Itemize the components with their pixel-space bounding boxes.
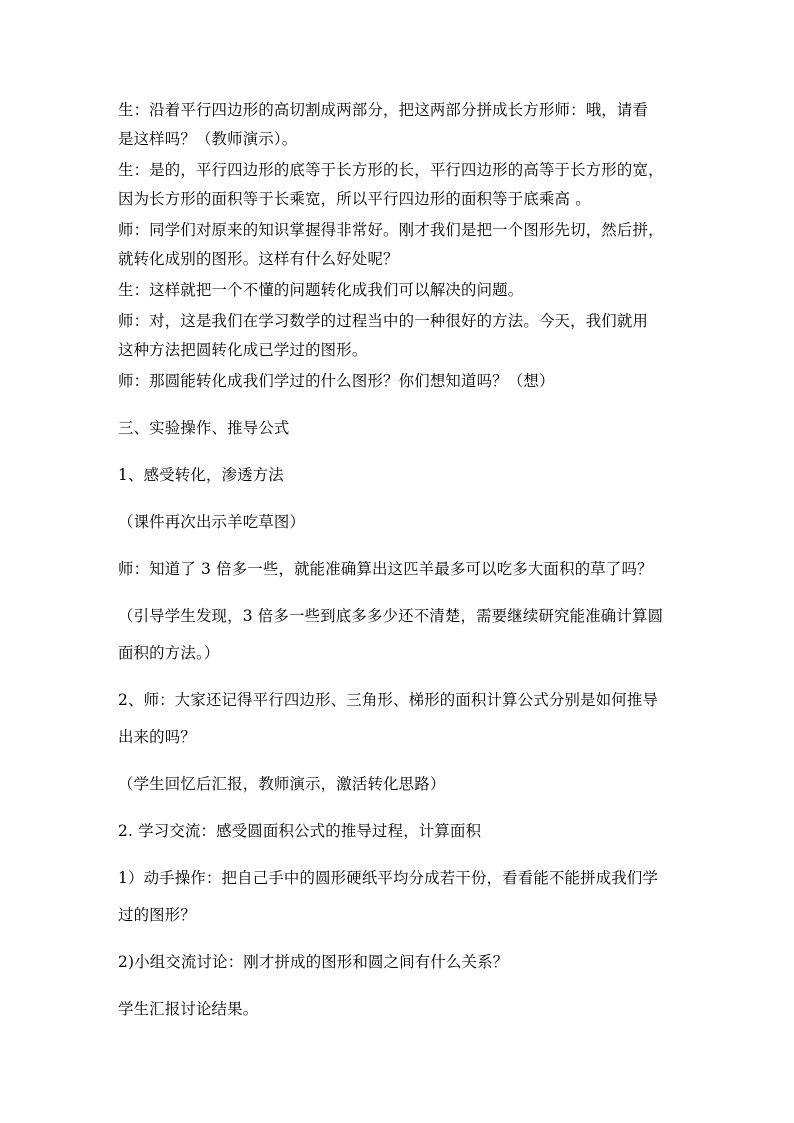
paragraph-students-report (118, 766, 683, 803)
paragraph-teacher-method (118, 307, 683, 365)
text-line: 面积的方法。） (118, 644, 220, 662)
text-line: 生：是的，平行四边形的底等于长方形的长，平行四边形的高等于长方形的宽， (118, 161, 664, 179)
text-line: 学生汇报讨论结果。 (118, 1000, 259, 1018)
paragraph-courseware-note (118, 504, 683, 541)
text-line: 生：这样就把一个不懂的问题转化成我们可以解决的问题。 (118, 281, 524, 299)
text-line: 师：同学们对原来的知识掌握得非常好。刚才我们是把一个图形先切，然后拼， (118, 221, 664, 239)
paragraph-student-transform-benefit (118, 276, 683, 305)
document-body (118, 96, 683, 1028)
paragraph-teacher-knowledge (118, 216, 683, 274)
text-line: 因为长方形的面积等于长乘宽，所以平行四边形的面积等于底乘高 。 (118, 190, 591, 208)
text-line: （引导学生发现，3 倍多一些到底多多少还不清楚，需要继续研究能准确计算圆 (118, 607, 664, 625)
text-line: 就转化成别的图形。这样有什么好处呢？ (118, 250, 399, 268)
text-line: 师：那圆能转化成我们学过的什么图形？你们想知道吗？（想） (118, 372, 555, 390)
heading-text: 2. 学习交流：感受圆面积公式的推导过程，计算面积 (118, 822, 482, 840)
paragraph-group-discussion (118, 944, 683, 981)
paragraph-guide-students (118, 598, 683, 672)
text-line: （学生回忆后汇报，教师演示，激活转化思路） (118, 775, 446, 793)
subheading-learning-exchange (118, 813, 683, 850)
paragraph-student-area-reasoning (118, 156, 683, 214)
heading-text: 1、感受转化，渗透方法 (118, 466, 284, 484)
text-line: 出来的吗？ (118, 728, 196, 746)
text-line: 生：沿着平行四边形的高切割成两部分，把这两部分拼成长方形师：哦，请看 (118, 101, 649, 119)
text-line: 2、师：大家还记得平行四边形、三角形、梯形的面积计算公式分别是如何推导 (118, 691, 659, 709)
text-line: 1）动手操作：把自己手中的圆形硬纸平均分成若干份，看看能不能拼成我们学 (118, 869, 659, 887)
text-line: （课件再次出示羊吃草图） (118, 513, 306, 531)
paragraph-hands-on (118, 860, 683, 934)
paragraph-students-report-results (118, 991, 683, 1028)
text-line: 师：知道了 3 倍多一些，就能准确算出这匹羊最多可以吃多大面积的草了吗？ (118, 560, 653, 578)
text-line: 过的图形？ (118, 906, 196, 924)
heading-text: 三、实验操作、推导公式 (118, 419, 290, 437)
subheading-feel-transformation (118, 457, 683, 494)
text-line: 这种方法把圆转化成已学过的图形。 (118, 341, 368, 359)
paragraph-teacher-question (118, 367, 683, 396)
text-line: 是这样吗？（教师演示）。 (118, 130, 298, 148)
text-line: 师：对，这是我们在学习数学的过程当中的一种很好的方法。今天，我们就用 (118, 312, 649, 330)
paragraph-teacher-recall-formulas (118, 682, 683, 756)
section-heading-experiment (118, 410, 683, 447)
paragraph-student-cut-parallelogram (118, 96, 683, 154)
text-line: 2)小组交流讨论：刚才拼成的图形和圆之间有什么关系？ (118, 953, 509, 971)
paragraph-teacher-sheep-question (118, 551, 683, 588)
